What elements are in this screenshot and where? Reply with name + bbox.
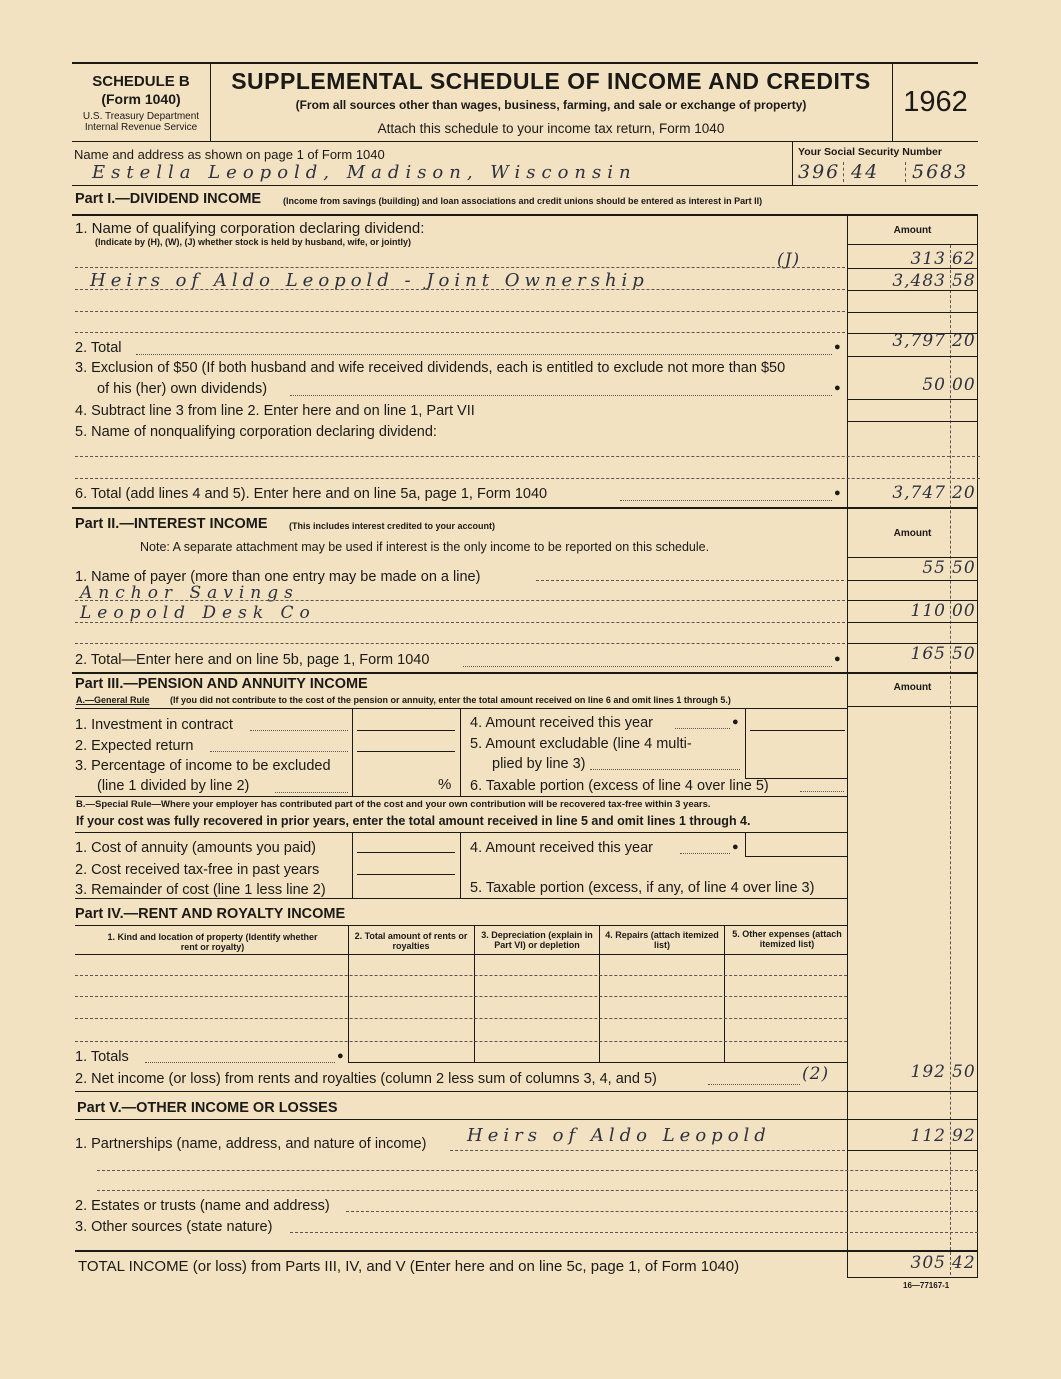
tax-year: 1962 xyxy=(903,86,968,118)
entry-line xyxy=(75,622,845,623)
dot-leader xyxy=(250,730,348,731)
entry-line xyxy=(75,643,845,644)
bullet-icon: ● xyxy=(732,841,739,853)
p2-total-dollars[interactable]: 165 xyxy=(910,644,946,664)
bullet-icon: ● xyxy=(834,382,841,394)
form-title: SUPPLEMENTAL SCHEDULE OF INCOME AND CREDITS xyxy=(231,68,871,94)
header-bottom-rule xyxy=(72,141,978,142)
entry-line xyxy=(97,1190,978,1191)
section-rule xyxy=(75,1091,978,1092)
p1-line2: 2. Total xyxy=(75,340,122,356)
entry-line xyxy=(75,332,845,333)
p1-grand-total-cents[interactable]: 20 xyxy=(952,483,976,503)
dot-leader xyxy=(590,769,740,770)
rule-a-label: A.—General Rule xyxy=(76,695,150,705)
p1-line3: 3. Exclusion of $50 (If both husband and wife received dividends, each is entitled to exclude not more than $50 xyxy=(75,360,786,376)
dot-leader xyxy=(136,354,832,355)
section-rule xyxy=(75,796,847,797)
p4-col3-header: 3. Depreciation (explain in Part VI) or depletion xyxy=(481,930,593,950)
p3a-line6: 6. Taxable portion (excess of line 4 over line 5) xyxy=(470,778,769,794)
ssn-part2[interactable]: 44 xyxy=(851,161,880,183)
part1-amount-header: Amount xyxy=(893,225,932,236)
p1-amount-b-cents[interactable]: 58 xyxy=(952,271,976,291)
p5-partnership-cents[interactable]: 92 xyxy=(952,1126,976,1146)
p3a-line3: 3. Percentage of income to be excluded xyxy=(75,758,331,774)
entry-line xyxy=(75,267,845,268)
entry-line xyxy=(75,600,845,601)
p3a-amount-received-field[interactable] xyxy=(750,730,845,731)
p4-net-income-cents[interactable]: 50 xyxy=(952,1062,976,1082)
ssn-separator xyxy=(843,162,844,182)
bullet-icon: ● xyxy=(732,716,739,728)
amount-header-rule xyxy=(847,706,978,707)
rule-b-note: If your cost was fully recovered in prior years, enter the total amount received in line 5 and omit lines 1 through 4. xyxy=(76,814,751,828)
dot-leader xyxy=(463,666,832,667)
field-box-edge xyxy=(352,708,353,796)
amount-header-rule xyxy=(847,244,978,245)
top-rule xyxy=(72,62,978,64)
field-box-edge xyxy=(460,708,461,796)
table-row-rule xyxy=(75,954,847,955)
total-income-cents[interactable]: 42 xyxy=(952,1253,976,1273)
p2-amount-a-dollars[interactable]: 55 xyxy=(922,558,946,578)
part2-note2: Note: A separate attachment may be used if interest is the only income to be reported on this schedule. xyxy=(140,540,710,554)
taxpayer-name-address[interactable]: Estella Leopold, Madison, Wisconsin xyxy=(92,162,637,183)
p4-mark[interactable]: (2) xyxy=(802,1064,830,1084)
p5-line3: 3. Other sources (state nature) xyxy=(75,1219,273,1235)
p4-col1-header: 1. Kind and location of property (Identify whether rent or royalty) xyxy=(107,932,318,952)
p2-amount-b-cents[interactable]: 00 xyxy=(952,601,976,621)
amount-rule xyxy=(847,421,978,422)
entry-line xyxy=(290,1232,978,1233)
p4-col5-header: 5. Other expenses (attach itemized list) xyxy=(732,929,842,949)
p2-payer-2[interactable]: Leopold Desk Co xyxy=(80,603,316,623)
name-address-label: Name and address as shown on page 1 of Form 1040 xyxy=(74,147,385,162)
dot-leader xyxy=(620,500,832,501)
irs-label: Internal Revenue Service xyxy=(84,122,198,133)
section-rule xyxy=(75,925,847,926)
p5-partnership-dollars[interactable]: 112 xyxy=(910,1126,946,1146)
field-box-edge xyxy=(352,832,353,898)
form-label: (Form 1040) xyxy=(101,91,181,107)
section-rule xyxy=(75,1119,978,1120)
amount-rule xyxy=(847,356,978,357)
bullet-icon: ● xyxy=(834,487,841,499)
p1-exclusion-cents[interactable]: 00 xyxy=(952,375,976,395)
amount-rule xyxy=(847,399,978,400)
part-divider xyxy=(72,672,978,674)
p3b-amount-received-field[interactable] xyxy=(745,856,847,857)
p3b-line2: 2. Cost received tax-free in past years xyxy=(75,862,320,878)
p3b-line3: 3. Remainder of cost (line 1 less line 2) xyxy=(75,882,326,898)
dot-leader xyxy=(145,1062,335,1063)
bullet-icon: ● xyxy=(834,653,841,665)
p2-total-cents[interactable]: 50 xyxy=(952,644,976,664)
part1-note: (Income from savings (building) and loan associations and credit unions should be entered as interest in Part II) xyxy=(283,196,763,206)
bullet-icon: ● xyxy=(834,341,841,353)
dot-leader xyxy=(275,792,348,793)
part2-amount-header: Amount xyxy=(893,528,932,539)
amount-rule xyxy=(847,290,978,291)
entry-line xyxy=(97,1170,978,1171)
entry-line xyxy=(536,580,844,581)
attach-instruction: Attach this schedule to your income tax return, Form 1040 xyxy=(377,121,725,136)
entry-line xyxy=(75,456,980,457)
part-divider xyxy=(72,507,978,509)
p2-payer-1[interactable]: Anchor Savings xyxy=(80,583,299,603)
p3b-line4: 4. Amount received this year xyxy=(470,840,653,856)
ssn-divider xyxy=(792,141,793,185)
dot-leader xyxy=(210,751,348,752)
p3a-investment-field[interactable] xyxy=(357,730,455,731)
table-row xyxy=(75,1018,847,1019)
p3b-line1: 1. Cost of annuity (amounts you paid) xyxy=(75,840,316,856)
ssn-separator xyxy=(905,162,906,182)
p1-total-cents[interactable]: 20 xyxy=(952,331,976,351)
total-income-dollars[interactable]: 305 xyxy=(910,1253,946,1273)
table-row xyxy=(75,996,847,997)
field-box-edge xyxy=(745,708,746,778)
p1-line6: 6. Total (add lines 4 and 5). Enter here and on line 5a, page 1, Form 1040 xyxy=(75,486,548,502)
p2-amount-a-cents[interactable]: 50 xyxy=(952,558,976,578)
dot-leader xyxy=(800,791,844,792)
entry-line xyxy=(346,1211,978,1212)
amount-rule xyxy=(847,622,978,623)
p3a-line4: 4. Amount received this year xyxy=(470,715,653,731)
p1-line5: 5. Name of nonqualifying corporation declaring dividend: xyxy=(75,424,437,440)
p3a-line2: 2. Expected return xyxy=(75,738,194,754)
department-label: U.S. Treasury Department xyxy=(82,111,200,122)
form-subtitle: (From all sources other than wages, business, farming, and sale or exchange of property) xyxy=(295,98,807,112)
p1-amount-a-cents[interactable]: 62 xyxy=(952,249,976,269)
entry-line xyxy=(75,311,845,312)
amount-rule xyxy=(847,312,978,313)
p3a-line5: 5. Amount excludable (line 4 multi- xyxy=(470,736,692,752)
rule-a-note: (If you did not contribute to the cost of the pension or annuity, enter the total amount received on line 6 and omit lines 1 through 5.) xyxy=(170,695,731,705)
field-box-edge xyxy=(460,832,461,898)
p1-line4: 4. Subtract line 3 from line 2. Enter here and on line 1, Part VII xyxy=(75,403,475,419)
part1-heading: Part I.—DIVIDEND INCOME xyxy=(75,191,262,207)
p1-amount-b-dollars[interactable]: 3,483 xyxy=(892,271,946,291)
dot-leader xyxy=(290,395,832,396)
p5-partnership-entry[interactable]: Heirs of Aldo Leopold xyxy=(467,1125,771,1146)
percent-sign: % xyxy=(438,776,452,793)
table-row xyxy=(75,975,847,976)
part3-heading: Part III.—PENSION AND ANNUITY INCOME xyxy=(75,676,368,692)
p4-net-income-dollars[interactable]: 192 xyxy=(910,1062,946,1082)
dot-leader xyxy=(680,853,730,854)
field-box-edge xyxy=(745,832,746,856)
p1-line3-cont: of his (her) own dividends) xyxy=(97,381,268,397)
p3b-cost-field[interactable] xyxy=(357,852,455,853)
section-rule xyxy=(75,832,847,833)
amount-rule xyxy=(847,268,978,269)
p3b-tax-free-field[interactable] xyxy=(357,874,455,875)
p2-line1: 1. Name of payer (more than one entry may be made on a line) xyxy=(75,569,481,585)
p1-corporation-entry[interactable]: Heirs of Aldo Leopold - Joint Ownership xyxy=(90,270,649,291)
section-rule xyxy=(75,898,847,899)
ssn-part1[interactable]: 396 xyxy=(798,161,841,183)
total-income-label: TOTAL INCOME (or loss) from Parts III, IV, and V (Enter here and on line 5c, page 1, of Form 1040) xyxy=(78,1258,740,1275)
p1-line1-note: (Indicate by (H), (W), (J) whether stock is held by husband, wife, or jointly) xyxy=(95,237,412,247)
part3-amount-header: Amount xyxy=(893,682,932,693)
part-divider xyxy=(75,1250,978,1252)
part1-rule xyxy=(72,214,978,216)
part4-heading: Part IV.—RENT AND ROYALTY INCOME xyxy=(75,906,346,922)
p4-totals: 1. Totals xyxy=(75,1049,129,1065)
form-code: 16—77167-1 xyxy=(903,1281,950,1290)
ssn-label: Your Social Security Number xyxy=(798,146,942,158)
p4-col2-header: 2. Total amount of rents or royalties xyxy=(354,931,468,951)
p4-line2: 2. Net income (or loss) from rents and royalties (column 2 less sum of columns 3, 4, and 5) xyxy=(75,1071,657,1087)
entry-line xyxy=(75,289,845,290)
total-rule xyxy=(847,1277,978,1278)
p2-line2: 2. Total—Enter here and on line 5b, page 1, Form 1040 xyxy=(75,652,430,668)
schedule-label: SCHEDULE B xyxy=(92,73,190,90)
p3b-line5: 5. Taxable portion (excess, if any, of line 4 over line 3) xyxy=(470,880,815,896)
part2-note: (This includes interest credited to your account) xyxy=(289,521,496,531)
table-row xyxy=(75,1041,847,1042)
p1-total-dollars[interactable]: 3,797 xyxy=(892,331,946,351)
part2-heading: Part II.—INTEREST INCOME xyxy=(75,516,268,532)
p2-amount-b-dollars[interactable]: 110 xyxy=(910,601,946,621)
bullet-icon: ● xyxy=(337,1050,344,1062)
p3a-line1: 1. Investment in contract xyxy=(75,717,233,733)
name-row-rule xyxy=(72,185,978,186)
p3a-line5-cont: plied by line 3) xyxy=(492,756,586,772)
p5-line2: 2. Estates or trusts (name and address) xyxy=(75,1198,330,1214)
p4-col4-header: 4. Repairs (attach itemized list) xyxy=(605,930,719,950)
rule-b-label: B.—Special Rule—Where your employer has contributed part of the cost and your own contribution will be recovered tax-free within 3 years. xyxy=(76,799,711,810)
dot-leader xyxy=(675,728,730,729)
p1-ownership-mark[interactable]: (J) xyxy=(777,250,801,270)
part5-heading: Part V.—OTHER INCOME OR LOSSES xyxy=(77,1100,338,1116)
section-rule xyxy=(75,708,847,709)
p3a-line3-cont: (line 1 divided by line 2) xyxy=(97,778,250,794)
p1-amount-a-dollars[interactable]: 313 xyxy=(910,249,946,269)
p1-line1: 1. Name of qualifying corporation declaring dividend: xyxy=(75,220,425,237)
totals-rule xyxy=(348,1062,847,1063)
p3a-expected-return-field[interactable] xyxy=(357,751,455,752)
ssn-part3[interactable]: 5683 xyxy=(912,161,969,183)
p1-exclusion-dollars[interactable]: 50 xyxy=(922,375,946,395)
dot-leader xyxy=(708,1084,800,1085)
entry-line xyxy=(75,478,980,479)
entry-line xyxy=(450,1150,845,1151)
amount-rule xyxy=(847,1150,978,1151)
amount-rule xyxy=(847,580,978,581)
p5-line1: 1. Partnerships (name, address, and nature of income) xyxy=(75,1136,427,1152)
p1-grand-total-dollars[interactable]: 3,747 xyxy=(892,483,946,503)
